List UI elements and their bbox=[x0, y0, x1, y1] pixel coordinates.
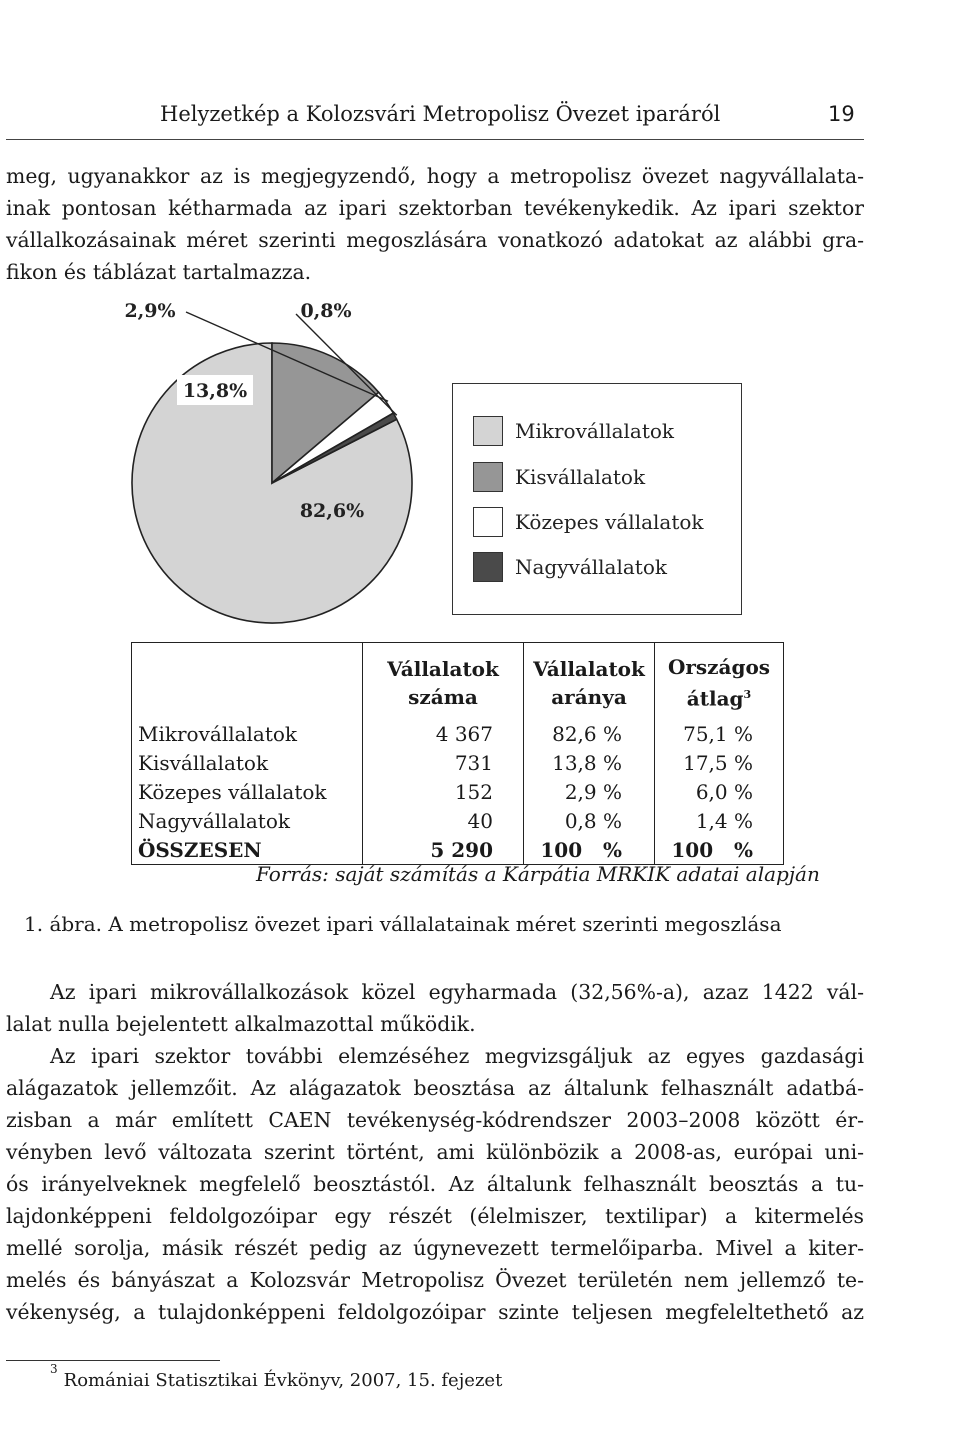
legend-label: Közepes vállalatok bbox=[515, 510, 704, 534]
text-line: Az ipari szektor további elemzéséhez megvizsgáljuk az egyes gazdasági bbox=[50, 1044, 864, 1068]
text-line: alágazatok jellemzőit. Az alágazatok beosztása az általunk felhasznált adatbá- bbox=[6, 1076, 864, 1100]
table-header-empty bbox=[132, 643, 363, 720]
pie-label-large: 0,8% bbox=[300, 300, 352, 322]
legend-label: Mikrovállalatok bbox=[515, 419, 675, 443]
chart-legend bbox=[452, 383, 742, 615]
legend-label: Kisvállalatok bbox=[515, 465, 646, 489]
legend-swatch bbox=[473, 416, 503, 446]
text-line: inak pontosan kétharmada az ipari szektorban tevékenykedik. Az ipari szektor bbox=[6, 196, 864, 220]
text-line: meg, ugyanakkor az is megjegyzendő, hogy a metropolisz övezet nagyvállalata- bbox=[6, 164, 864, 188]
pie-slices bbox=[132, 343, 412, 623]
pie-label-medium: 2,9% bbox=[124, 300, 176, 322]
footnote bbox=[50, 1362, 503, 1391]
table-row: Mikrovállalatok 4 367 82,6 % 75,1 % bbox=[132, 719, 784, 748]
table-row: Közepes vállalatok 152 2,9 % 6,0 % bbox=[132, 777, 784, 806]
legend-label: Nagyvállalatok bbox=[515, 555, 667, 579]
paragraph-3 bbox=[6, 1040, 864, 1328]
text-line: vállalkozásainak méret szerinti megoszlására vonatkozó adatokat az alábbi gra- bbox=[6, 228, 864, 252]
text-line: vényben levő változata szerint történt, ami különbözik a 2008-as, európai uni- bbox=[6, 1140, 864, 1164]
figure-caption bbox=[24, 912, 782, 936]
legend-swatch bbox=[473, 507, 503, 537]
text-line: zisban a már említett CAEN tevékenység-kódrendszer 2003–2008 között ér- bbox=[6, 1108, 864, 1132]
text-line: mellé sorolja, másik részét pedig az úgynevezett termelőiparba. Mivel a kiter- bbox=[6, 1236, 864, 1260]
pie-label-micro: 82,6% bbox=[299, 500, 365, 522]
header-rule bbox=[6, 139, 864, 140]
footnote-rule bbox=[6, 1360, 220, 1361]
table-header-count: Vállalatok száma bbox=[363, 643, 524, 720]
pie-label-small: 13,8% bbox=[182, 380, 248, 402]
figure-number: 1. ábra. bbox=[24, 912, 103, 936]
legend-swatch bbox=[473, 462, 503, 492]
paragraph-2 bbox=[6, 976, 864, 1040]
table-row: Nagyvállalatok 40 0,8 % 1,4 % bbox=[132, 806, 784, 835]
text-line: vékenység, a tulajdonképpeni feldolgozóipar szinte teljesen megfeleltethető az bbox=[6, 1300, 864, 1324]
footnote-marker: 3 bbox=[50, 1362, 58, 1376]
paragraph-1 bbox=[6, 160, 864, 288]
footnote-text: Romániai Statisztikai Évkönyv, 2007, 15. fejezet bbox=[63, 1370, 503, 1391]
text-line: melés és bányászat a Kolozsvár Metropolisz Övezet területén nem jellemző te- bbox=[6, 1268, 864, 1292]
legend-swatch bbox=[473, 552, 503, 582]
table-header-row bbox=[132, 643, 784, 720]
text-line: lajdonképpeni feldolgozóipar egy részét (élelmiszer, textilipar) a kitermelés bbox=[6, 1204, 864, 1228]
text-line: lalat nulla bejelentett alkalmazottal működik. bbox=[6, 1012, 476, 1036]
figure-caption-text: A metropolisz övezet ipari vállalatainak méret szerinti megoszlása bbox=[102, 912, 782, 936]
table-header-national: Országos átlag$^3$ bbox=[655, 643, 784, 720]
legend-item-large bbox=[473, 550, 667, 584]
table-total-row: ÖSSZESEN 5 290 100 % 100 % bbox=[132, 835, 784, 865]
page-number: 19 bbox=[828, 102, 855, 126]
legend-item-small bbox=[473, 460, 645, 494]
legend-item-medium bbox=[473, 505, 704, 539]
text-line: ós irányelveknek megfelelő beosztástól. Az általunk felhasznált beosztás a tu- bbox=[6, 1172, 864, 1196]
text-line: fikon és táblázat tartalmazza. bbox=[6, 260, 312, 284]
footnote-ref: 3 bbox=[743, 688, 752, 702]
text-line: Az ipari mikrovállalkozások közel egyharmada (32,56%-a), azaz 1422 vál- bbox=[50, 980, 864, 1004]
legend-item-micro bbox=[473, 414, 674, 448]
source-note: Forrás: saját számítás a Kárpátia MRKIK adatai alapján bbox=[256, 862, 820, 886]
data-table bbox=[131, 642, 784, 865]
running-header-title: Helyzetkép a Kolozsvári Metropolisz Övezet iparáról bbox=[160, 102, 721, 126]
table-row: Kisvállalatok 731 13,8 % 17,5 % bbox=[132, 748, 784, 777]
table-header-share: Vállalatok aránya bbox=[524, 643, 655, 720]
